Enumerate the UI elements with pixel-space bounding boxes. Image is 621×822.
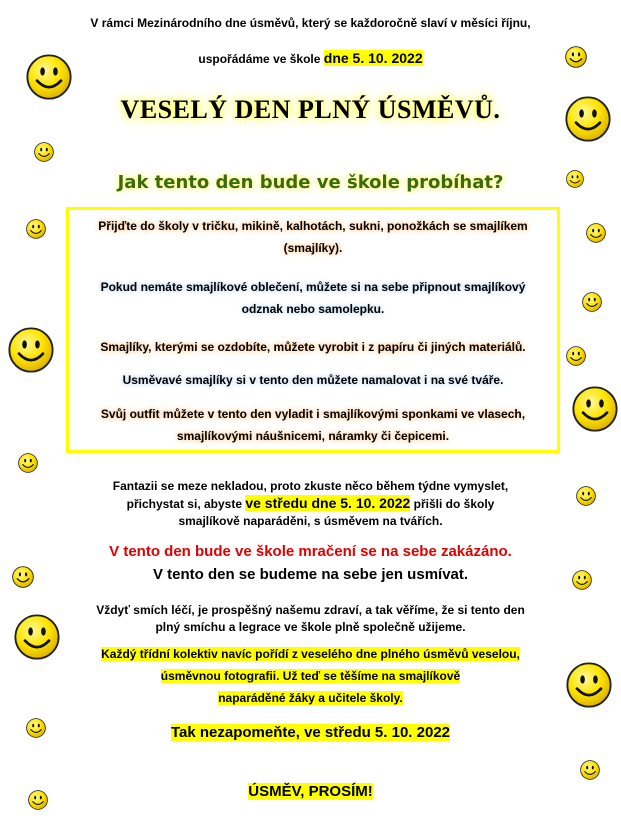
smiley-icon: [18, 453, 38, 473]
instruction-2-line-2: odznak nebo samolepku.: [241, 302, 385, 316]
fantasy-paragraph: [0, 478, 621, 530]
smiley-icon: [566, 346, 586, 366]
fantasy-date: ve středu dne 5. 10. 2022: [245, 495, 411, 511]
photo-line-1: Každý třídní kolektiv navíc pořídí z veselého dne plného úsměvů veselou,: [101, 647, 520, 661]
instruction-2: [79, 276, 547, 320]
instruction-1: [79, 215, 547, 259]
smile-only-line: V tento den se budeme na sebe jen usmívat.: [152, 566, 469, 583]
smiley-icon: [572, 386, 618, 432]
fantasy-line-3: smajlíkově naparáděni, s úsměvem na tvářích.: [178, 514, 443, 528]
reminder-text: Tak nezapomeňte, ve středu 5. 10. 2022: [170, 724, 451, 741]
no-frowning-line: V tento den bude ve škole mračení se na sebe zakázáno.: [109, 543, 512, 560]
instruction-3: Smajlíky, kterými se ozdobíte, můžete vyrobit i z papíru či jiných materiálů.: [100, 340, 526, 354]
photo-line-2: úsměvnou fotografii. Už teď se těšíme na smajlíkově: [160, 669, 461, 683]
instruction-1-line-1: Přijďte do školy v tričku, mikině, kalhotách, sukni, ponožkách se smajlíkem: [98, 219, 528, 233]
fantasy-line-2: [0, 495, 621, 513]
fantasy-line-2-suffix: přišli do školy: [410, 497, 495, 511]
laugh-line-2: plný smíchu a legrace ve škole plně společně užijeme.: [155, 620, 466, 634]
smiley-icon: [34, 142, 54, 162]
laugh-line-1: Vždyť smích léčí, je prospěšný našemu zdraví, a tak věříme, že si tento den: [96, 603, 525, 617]
laugh-paragraph: [0, 602, 621, 636]
closing-text: ÚSMĚV, PROSÍM!: [248, 783, 373, 800]
photo-paragraph: [0, 643, 621, 709]
fantasy-line-1: Fantazii se meze nekladou, proto zkuste něco během týdne vymyslet,: [112, 479, 509, 493]
intro-line-1: V rámci Mezinárodního dne úsměvů, který se každoročně slaví v měsíci říjnu,: [90, 16, 531, 30]
reminder: [0, 724, 621, 741]
smiley-icon: [26, 219, 46, 239]
smiley-icon: [8, 327, 54, 373]
intro-line-2-text: uspořádáme ve škole: [198, 52, 324, 66]
instruction-1-line-2: (smajlíky).: [283, 241, 343, 255]
closing-line: [0, 783, 621, 800]
smiley-icon: [586, 223, 606, 243]
intro-line-2: [0, 50, 621, 66]
event-date: dne 5. 10. 2022: [323, 50, 423, 66]
fantasy-line-2-prefix: přichystat si, abyste: [126, 497, 246, 511]
page-title: VESELÝ DEN PLNÝ ÚSMĚVŮ.: [120, 95, 501, 124]
instruction-5-line-2: smajlíkovými náušnicemi, náramky či čepicemi.: [176, 429, 450, 443]
instruction-2-line-1: Pokud nemáte smajlíkové oblečení, můžete si na sebe připnout smajlíkový: [100, 280, 526, 294]
smiley-icon: [582, 292, 602, 312]
subtitle: Jak tento den bude ve škole probíhat?: [117, 172, 504, 193]
smiley-icon: [580, 760, 600, 780]
instruction-5-line-1: Svůj outfit můžete v tento den vyladit i smajlíkovými sponkami ve vlasech,: [100, 407, 526, 421]
instruction-5: [79, 403, 547, 447]
instructions-box: [66, 207, 560, 453]
instruction-4: Usměvavé smajlíky si v tento den můžete namalovat i na své tváře.: [122, 373, 504, 387]
photo-line-3: naparáděné žáky a učitele školy.: [218, 691, 403, 705]
